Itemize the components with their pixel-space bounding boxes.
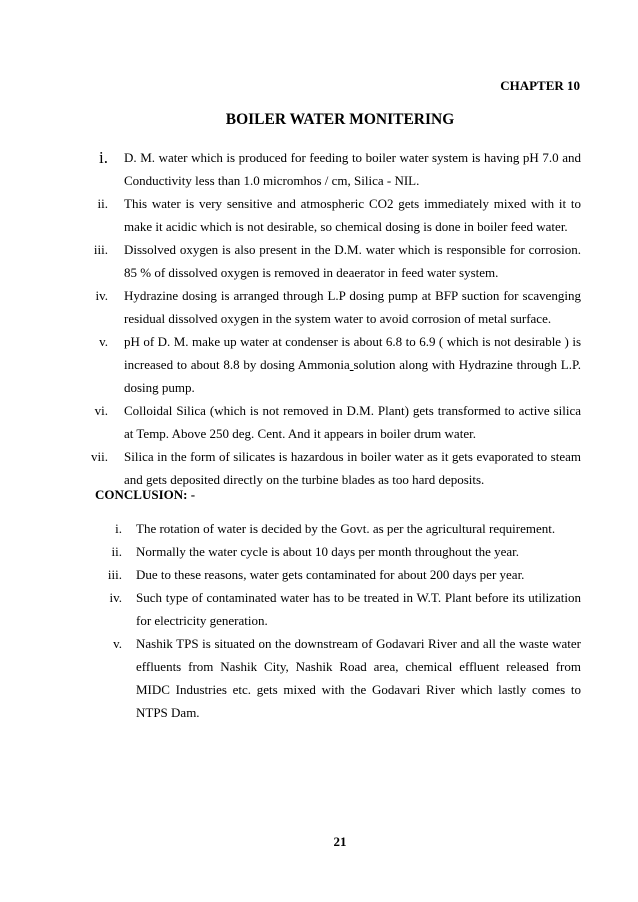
list-item-number: i. <box>115 521 122 536</box>
list-item-number: i. <box>99 148 108 167</box>
list-item <box>0 517 638 540</box>
list-item <box>0 238 638 284</box>
list-item-text: This water is very sensitive and atmospheric CO2 gets immediately mixed with it to make it acidic which is not desirable, so chemical dosing is done in boiler feed water. <box>124 196 581 234</box>
list-item-number: ii. <box>111 544 122 559</box>
conclusion-heading: CONCLUSION: - <box>95 487 196 502</box>
main-list <box>0 146 638 491</box>
list-item <box>0 540 638 563</box>
list-item-number: iv. <box>109 590 122 605</box>
list-item-text: Colloidal Silica (which is not removed in D.M. Plant) gets transformed to active silica at Temp. Above 250 deg. Cent. And it appears in boiler drum water. <box>124 403 581 441</box>
list-item <box>0 399 638 445</box>
list-item <box>0 284 638 330</box>
list-item-number: iv. <box>95 288 108 303</box>
list-item-text-part: pH of D. M. make up water at condenser is about 6.8 to 6.9 ( which is not desirable ) is increased to about 8.8 by dosing Ammonia <box>124 334 581 372</box>
list-item-number: ii. <box>97 196 108 211</box>
list-item <box>0 632 638 724</box>
page-title: BOILER WATER MONITERING <box>225 111 455 128</box>
list-item-number: vi. <box>94 403 108 418</box>
list-item-text: Hydrazine dosing is arranged through L.P dosing pump at BFP suction for scavenging residual dissolved oxygen in the system water to avoid corrosion of metal surface. <box>124 288 581 326</box>
chapter-label: CHAPTER 10 <box>500 78 580 93</box>
list-item <box>0 586 638 632</box>
list-item <box>0 146 638 192</box>
list-item-text <box>124 330 581 399</box>
list-item <box>0 192 638 238</box>
list-item-text-part: solution along with Hydrazine through L.P. dosing pump. <box>124 357 582 395</box>
list-item-text: Normally the water cycle is about 10 days per month throughout the year. <box>136 544 520 559</box>
list-item-number: iii. <box>107 567 122 582</box>
list-item <box>0 445 638 491</box>
list-item-text: Nashik TPS is situated on the downstream of Godavari River and all the waste water effluents from Nashik City, Nashik Road area, chemical effluent released from MIDC Industries etc. gets mixed with the Godavari River which lastly comes to NTPS Dam. <box>136 636 581 720</box>
conclusion-list <box>0 517 638 724</box>
list-item-text: The rotation of water is decided by the Govt. as per the agricultural requirement. <box>136 521 556 536</box>
list-item-text: Due to these reasons, water gets contaminated for about 200 days per year. <box>136 567 525 582</box>
list-item <box>0 563 638 586</box>
list-item-text: D. M. water which is produced for feeding to boiler water system is having pH 7.0 and Conductivity less than 1.0 micromhos / cm, Silica - NIL. <box>124 150 581 188</box>
list-item-number: iii. <box>93 242 108 257</box>
list-item <box>0 330 638 399</box>
list-item-number: vii. <box>91 449 108 464</box>
list-item-text: Silica in the form of silicates is hazardous in boiler water as it gets evaporated to steam and gets deposited directly on the turbine blades as too hard deposits. <box>124 449 581 487</box>
page-number: 21 <box>333 834 347 849</box>
list-item-number: v. <box>99 334 108 349</box>
list-item-number: v. <box>113 636 122 651</box>
list-item-text: Dissolved oxygen is also present in the D.M. water which is responsible for corrosion. 85 % of dissolved oxygen is removed in deaerator in feed water system. <box>124 242 581 280</box>
list-item-text: Such type of contaminated water has to be treated in W.T. Plant before its utilization for electricity generation. <box>136 590 581 628</box>
